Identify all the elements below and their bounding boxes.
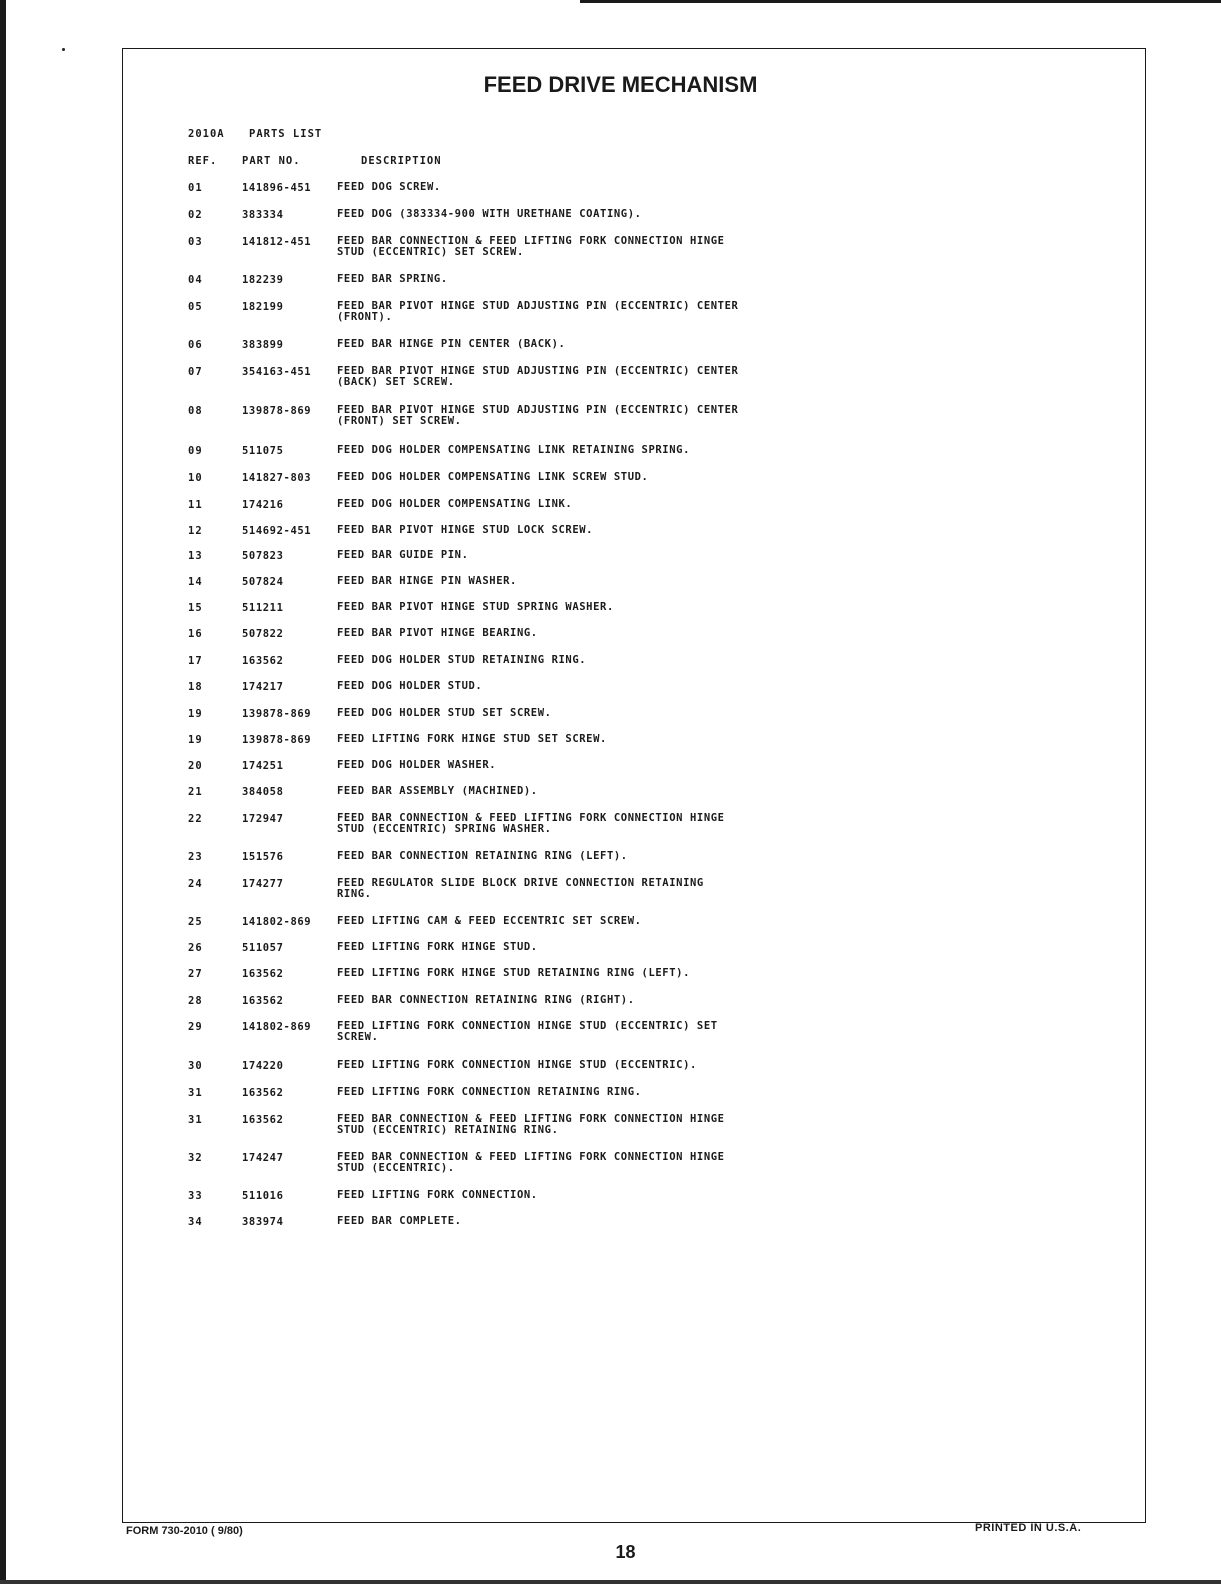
part-ref: 20 <box>188 760 203 772</box>
part-description: FEED DOG HOLDER COMPENSATING LINK SCREW STUD. <box>337 471 649 483</box>
part-description: FEED BAR CONNECTION & FEED LIFTING FORK CONNECTION HINGE STUD (ECCENTRIC) RETAINING RING. <box>337 1113 725 1136</box>
printed-in-label: PRINTED IN U.S.A. <box>975 1522 1082 1534</box>
part-number: 139878-869 <box>242 734 312 746</box>
part-number: 511075 <box>242 445 284 457</box>
part-number: 507823 <box>242 550 284 562</box>
part-ref: 06 <box>188 339 203 351</box>
part-description: FEED DOG HOLDER WASHER. <box>337 759 497 771</box>
part-ref: 07 <box>188 366 203 378</box>
part-ref: 09 <box>188 445 203 457</box>
part-number: 174220 <box>242 1060 284 1072</box>
part-ref: 23 <box>188 851 203 863</box>
part-description: FEED BAR PIVOT HINGE STUD ADJUSTING PIN (ECCENTRIC) CENTER (FRONT) SET SCREW. <box>337 404 739 427</box>
part-description: FEED BAR PIVOT HINGE STUD ADJUSTING PIN (ECCENTRIC) CENTER (BACK) SET SCREW. <box>337 365 739 388</box>
part-description: FEED BAR HINGE PIN WASHER. <box>337 575 517 587</box>
part-description: FEED LIFTING FORK CONNECTION HINGE STUD (ECCENTRIC). <box>337 1059 697 1071</box>
part-description: FEED BAR CONNECTION & FEED LIFTING FORK CONNECTION HINGE STUD (ECCENTRIC) SPRING WASHER. <box>337 812 725 835</box>
part-description: FEED LIFTING FORK CONNECTION HINGE STUD (ECCENTRIC) SET SCREW. <box>337 1020 718 1043</box>
part-ref: 14 <box>188 576 203 588</box>
part-ref: 04 <box>188 274 203 286</box>
part-ref: 16 <box>188 628 203 640</box>
part-ref: 22 <box>188 813 203 825</box>
page-number: 18 <box>615 1542 636 1562</box>
part-number: 174216 <box>242 499 284 511</box>
part-description: FEED LIFTING CAM & FEED ECCENTRIC SET SCREW. <box>337 915 642 927</box>
part-number: 507822 <box>242 628 284 640</box>
part-number: 141802-869 <box>242 916 312 928</box>
part-description: FEED BAR PIVOT HINGE BEARING. <box>337 627 538 639</box>
part-number: 174217 <box>242 681 284 693</box>
part-number: 514692-451 <box>242 525 312 537</box>
part-ref: 12 <box>188 525 203 537</box>
part-number: 141896-451 <box>242 182 312 194</box>
column-header-part-no: PART NO. <box>242 155 301 167</box>
part-description: FEED DOG HOLDER STUD RETAINING RING. <box>337 654 587 666</box>
part-number: 141827-803 <box>242 472 312 484</box>
part-number: 511016 <box>242 1190 284 1202</box>
part-description: FEED LIFTING FORK HINGE STUD RETAINING RING (LEFT). <box>337 967 690 979</box>
part-ref: 31 <box>188 1087 203 1099</box>
part-ref: 02 <box>188 209 203 221</box>
part-number: 383974 <box>242 1216 284 1228</box>
part-ref: 27 <box>188 968 203 980</box>
part-description: FEED BAR COMPLETE. <box>337 1215 462 1227</box>
part-ref: 32 <box>188 1152 203 1164</box>
part-description: FEED DOG (383334-900 WITH URETHANE COATING). <box>337 208 642 220</box>
part-description: FEED LIFTING FORK CONNECTION RETAINING RING. <box>337 1086 642 1098</box>
part-description: FEED LIFTING FORK HINGE STUD SET SCREW. <box>337 733 607 745</box>
part-number: 174277 <box>242 878 284 890</box>
part-number: 383334 <box>242 209 284 221</box>
part-number: 163562 <box>242 1114 284 1126</box>
part-number: 139878-869 <box>242 405 312 417</box>
part-description: FEED BAR CONNECTION RETAINING RING (LEFT). <box>337 850 628 862</box>
part-description: FEED LIFTING FORK HINGE STUD. <box>337 941 538 953</box>
part-description: FEED REGULATOR SLIDE BLOCK DRIVE CONNECTION RETAINING RING. <box>337 877 704 900</box>
part-description: FEED BAR CONNECTION RETAINING RING (RIGHT). <box>337 994 635 1006</box>
part-ref: 33 <box>188 1190 203 1202</box>
part-ref: 25 <box>188 916 203 928</box>
part-number: 174251 <box>242 760 284 772</box>
part-number: 384058 <box>242 786 284 798</box>
part-number: 511057 <box>242 942 284 954</box>
part-ref: 28 <box>188 995 203 1007</box>
part-number: 163562 <box>242 995 284 1007</box>
part-ref: 30 <box>188 1060 203 1072</box>
part-number: 507824 <box>242 576 284 588</box>
part-ref: 11 <box>188 499 203 511</box>
part-number: 354163-451 <box>242 366 312 378</box>
part-ref: 24 <box>188 878 203 890</box>
part-description: FEED DOG SCREW. <box>337 181 441 193</box>
page-title: FEED DRIVE MECHANISM <box>483 72 758 97</box>
part-ref: 03 <box>188 236 203 248</box>
part-description: FEED BAR GUIDE PIN. <box>337 549 469 561</box>
part-description: FEED BAR HINGE PIN CENTER (BACK). <box>337 338 566 350</box>
part-number: 141802-869 <box>242 1021 312 1033</box>
parts-list-label: PARTS LIST <box>249 128 323 140</box>
part-description: FEED DOG HOLDER COMPENSATING LINK RETAINING SPRING. <box>337 444 690 456</box>
part-description: FEED BAR PIVOT HINGE STUD LOCK SCREW. <box>337 524 594 536</box>
part-number: 182239 <box>242 274 284 286</box>
part-description: FEED DOG HOLDER STUD. <box>337 680 483 692</box>
form-number: FORM 730-2010 ( 9/80) <box>126 1525 243 1537</box>
part-ref: 10 <box>188 472 203 484</box>
part-number: 151576 <box>242 851 284 863</box>
part-description: FEED BAR CONNECTION & FEED LIFTING FORK CONNECTION HINGE STUD (ECCENTRIC) SET SCREW. <box>337 235 725 258</box>
part-ref: 34 <box>188 1216 203 1228</box>
part-description: FEED DOG HOLDER COMPENSATING LINK. <box>337 498 573 510</box>
part-ref: 29 <box>188 1021 203 1033</box>
part-ref: 19 <box>188 708 203 720</box>
part-description: FEED BAR ASSEMBLY (MACHINED). <box>337 785 538 797</box>
part-number: 172947 <box>242 813 284 825</box>
part-ref: 19 <box>188 734 203 746</box>
part-description: FEED BAR PIVOT HINGE STUD ADJUSTING PIN (ECCENTRIC) CENTER (FRONT). <box>337 300 739 323</box>
part-description: FEED BAR SPRING. <box>337 273 448 285</box>
part-description: FEED LIFTING FORK CONNECTION. <box>337 1189 538 1201</box>
column-header-description: DESCRIPTION <box>361 155 442 167</box>
part-number: 383899 <box>242 339 284 351</box>
part-ref: 13 <box>188 550 203 562</box>
part-description: FEED BAR PIVOT HINGE STUD SPRING WASHER. <box>337 601 614 613</box>
part-number: 163562 <box>242 968 284 980</box>
part-description: FEED DOG HOLDER STUD SET SCREW. <box>337 707 552 719</box>
part-ref: 15 <box>188 602 203 614</box>
part-ref: 26 <box>188 942 203 954</box>
part-number: 163562 <box>242 655 284 667</box>
part-number: 511211 <box>242 602 284 614</box>
model-number: 2010A <box>188 128 225 140</box>
part-ref: 18 <box>188 681 203 693</box>
part-number: 163562 <box>242 1087 284 1099</box>
part-description: FEED BAR CONNECTION & FEED LIFTING FORK CONNECTION HINGE STUD (ECCENTRIC). <box>337 1151 725 1174</box>
part-number: 174247 <box>242 1152 284 1164</box>
part-ref: 05 <box>188 301 203 313</box>
part-ref: 01 <box>188 182 203 194</box>
column-header-ref: REF. <box>188 155 218 167</box>
part-ref: 17 <box>188 655 203 667</box>
part-ref: 08 <box>188 405 203 417</box>
part-ref: 31 <box>188 1114 203 1126</box>
part-number: 139878-869 <box>242 708 312 720</box>
part-ref: 21 <box>188 786 203 798</box>
part-number: 182199 <box>242 301 284 313</box>
part-number: 141812-451 <box>242 236 312 248</box>
